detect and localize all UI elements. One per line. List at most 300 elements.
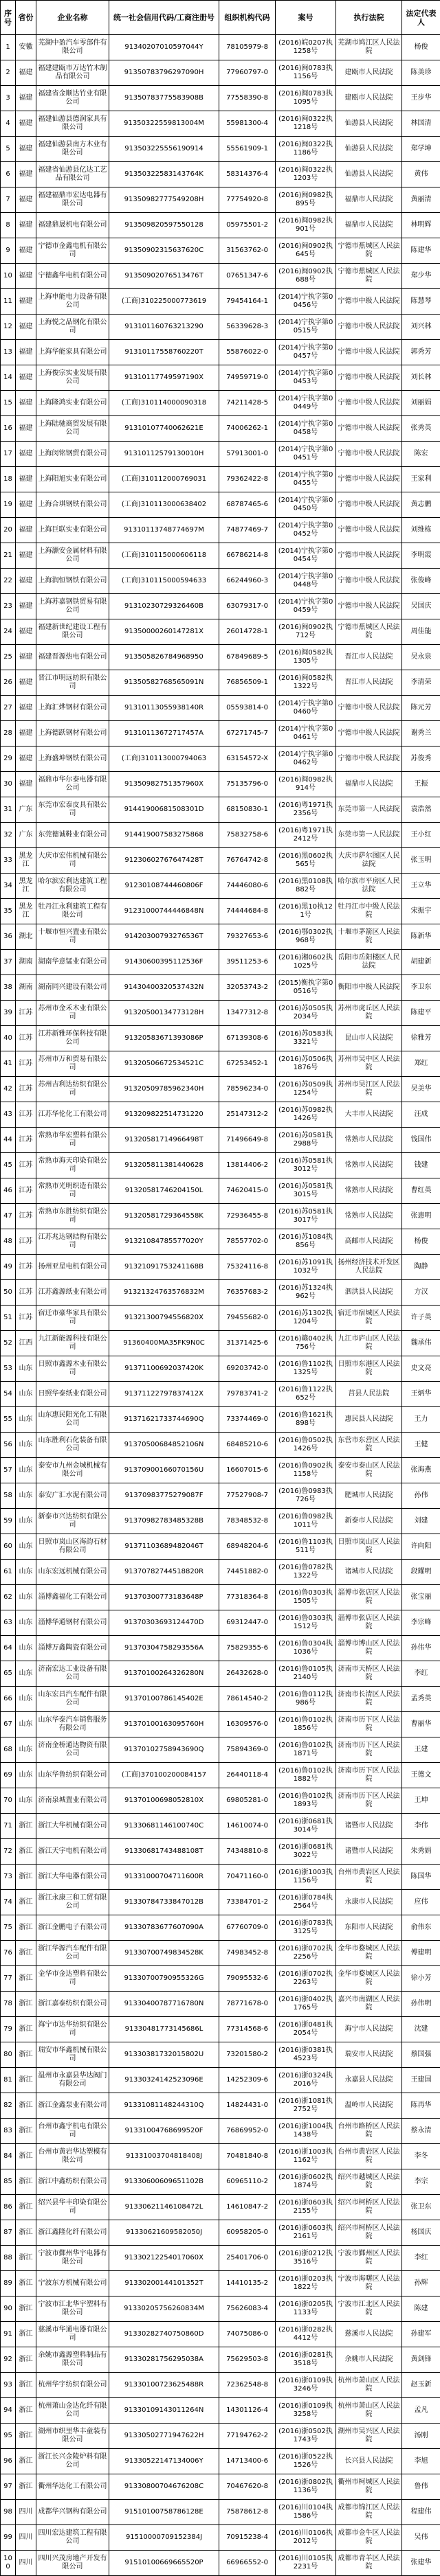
court-cell: 台州市黄岩区人民法院 bbox=[336, 1865, 402, 1890]
case-number-cell: (2016)鲁0983执726号 bbox=[276, 1483, 336, 1509]
legal-rep-cell: 李旭 bbox=[402, 2449, 440, 2474]
court-cell: 瑞安市人民法院 bbox=[336, 2042, 402, 2068]
table-row bbox=[1, 2500, 440, 2525]
org-code-cell: 79783741-2 bbox=[219, 1382, 276, 1407]
court-cell: 济南市长清区人民法院 bbox=[336, 1687, 402, 1712]
legal-rep-cell: 徐小芳 bbox=[402, 1966, 440, 1992]
credit-code-cell: 91310112579130010H bbox=[109, 442, 219, 467]
legal-rep-cell: 汪成 bbox=[402, 1102, 440, 1128]
court-cell: 温岭市人民法院 bbox=[336, 2093, 402, 2119]
court-cell: 建瓯市人民法院 bbox=[336, 86, 402, 111]
case-number-cell: (2014)宁执字第00461号 bbox=[276, 721, 336, 746]
row-index-cell: 85 bbox=[1, 2169, 16, 2195]
credit-code-cell: 91370500684852106N bbox=[109, 1433, 219, 1458]
case-number-cell: (2016)苏0505执2034号 bbox=[276, 1001, 336, 1026]
legal-rep-cell: 陈元芳 bbox=[402, 696, 440, 721]
case-number-cell: (2014)宁执字第00458号 bbox=[276, 416, 336, 442]
row-index-cell: 15 bbox=[1, 391, 16, 416]
legal-rep-cell: 郭秀芳 bbox=[402, 340, 440, 365]
row-index-cell: 83 bbox=[1, 2119, 16, 2144]
case-number-cell: (2014)宁执字第00462号 bbox=[276, 746, 336, 772]
org-code-cell: 78596234-0 bbox=[219, 1077, 276, 1102]
legal-rep-cell: 杨俊 bbox=[402, 1229, 440, 1255]
company-name-cell: 淄博万鑫陶瓷有限公司 bbox=[36, 1636, 109, 1661]
legal-rep-cell: 王家利 bbox=[402, 467, 440, 492]
court-cell: 莒县人民法院 bbox=[336, 1382, 402, 1407]
court-cell: 十堰市茅箭区人民法院 bbox=[336, 924, 402, 950]
credit-code-cell: 91320500134773128H bbox=[109, 1001, 219, 1026]
court-cell: 东莞市第一人民法院 bbox=[336, 797, 402, 823]
province-cell: 山东 bbox=[16, 1356, 36, 1382]
province-cell: 广东 bbox=[16, 797, 36, 823]
province-cell: 山东 bbox=[16, 1610, 36, 1636]
credit-code-cell: 91371100692037420K bbox=[109, 1356, 219, 1382]
court-cell: 宁德市中级人民法院 bbox=[336, 289, 402, 315]
credit-code-cell: 91330700749834528K bbox=[109, 1941, 219, 1966]
province-cell: 浙江 bbox=[16, 2474, 36, 2500]
province-cell: 福建 bbox=[16, 264, 36, 289]
case-number-cell: (2016)浙0502执1743号 bbox=[276, 2424, 336, 2449]
province-cell: 福建 bbox=[16, 721, 36, 746]
case-number-cell: (2016)浙0205执1133号 bbox=[276, 2296, 336, 2322]
credit-code-cell: 91320509785962340H bbox=[109, 1077, 219, 1102]
case-number-cell: (2014)宁执字第00449号 bbox=[276, 391, 336, 416]
court-cell: 金华市婺城区人民法院 bbox=[336, 1941, 402, 1966]
table-row bbox=[1, 1280, 440, 1306]
company-name-cell: 湖南同兴建设有限公司 bbox=[36, 975, 109, 1001]
court-cell: 宁德市中级人民法院 bbox=[336, 315, 402, 340]
org-code-cell: 67849689-5 bbox=[219, 645, 276, 670]
province-cell: 湖北 bbox=[16, 924, 36, 950]
court-cell: 常熟市人民法院 bbox=[336, 1178, 402, 1204]
row-index-cell: 47 bbox=[1, 1204, 16, 1229]
org-code-cell: 26014728-1 bbox=[219, 619, 276, 645]
company-name-cell: 哈尔滨宏利达建筑工程有限公司 bbox=[36, 874, 109, 899]
table-row bbox=[1, 797, 440, 823]
company-name-cell: 常熟市海天印染有限公司 bbox=[36, 1153, 109, 1178]
court-cell: 晋江市人民法院 bbox=[336, 670, 402, 696]
company-name-cell: 瑞安市华鑫机械有限公司 bbox=[36, 2042, 109, 2068]
credit-code-cell: 91320581714966498T bbox=[109, 1128, 219, 1153]
row-index-cell: 98 bbox=[1, 2500, 16, 2525]
legal-rep-cell: 郑红 bbox=[402, 1051, 440, 1077]
org-code-cell: 69203742-0 bbox=[219, 1356, 276, 1382]
row-index-cell: 91 bbox=[1, 2322, 16, 2347]
court-cell: 慈溪市人民法院 bbox=[336, 2322, 402, 2347]
table-row bbox=[1, 1585, 440, 1610]
table-row bbox=[1, 518, 440, 543]
province-cell: 福建 bbox=[16, 543, 36, 569]
province-cell: 江苏 bbox=[16, 1229, 36, 1255]
province-cell: 江苏 bbox=[16, 1051, 36, 1077]
court-cell: 晋江市人民法院 bbox=[336, 645, 402, 670]
header-row-index: 序号 bbox=[1, 1, 16, 35]
org-code-cell: 79454164-1 bbox=[219, 289, 276, 315]
province-cell: 浙江 bbox=[16, 2042, 36, 2068]
company-name-cell: 福建建瓯市万达竹木制品有限公司 bbox=[36, 60, 109, 86]
company-name-cell: 上海阳旭实业有限公司 bbox=[36, 467, 109, 492]
court-cell: 济南市历下区人民法院 bbox=[336, 1712, 402, 1737]
credit-code-cell: 91370100698052810X bbox=[109, 1788, 219, 1814]
company-name-cell: 余姚市鑫源塑料制品有限公司 bbox=[36, 2347, 109, 2373]
row-index-cell: 79 bbox=[1, 2017, 16, 2042]
legal-rep-cell: 刘兴林 bbox=[402, 315, 440, 340]
court-cell: 扬州经济技术开发区人民法院 bbox=[336, 1255, 402, 1280]
company-name-cell: 新泰市兴达纺织有限公司 bbox=[36, 1509, 109, 1534]
case-number-cell: (2016)苏0581执3012号 bbox=[276, 1153, 336, 1178]
company-name-cell: 山东宏昌汽车配件有限公司 bbox=[36, 1687, 109, 1712]
court-cell: 成都市金牛区人民法院 bbox=[336, 2525, 402, 2551]
row-index-cell: 57 bbox=[1, 1458, 16, 1483]
org-code-cell: 79362422-8 bbox=[219, 467, 276, 492]
header-court: 执行法院 bbox=[336, 1, 402, 35]
company-name-cell: 湖州市织里华丰童装有限公司 bbox=[36, 2424, 109, 2449]
org-code-cell: 57913001-0 bbox=[219, 442, 276, 467]
legal-rep-cell: 陈再华 bbox=[402, 2093, 440, 2119]
credit-code-cell: (工商)310114000090318 bbox=[109, 391, 219, 416]
company-name-cell: 四川兴茂房地产开发有限公司 bbox=[36, 2551, 109, 2576]
province-cell: 福建 bbox=[16, 645, 36, 670]
credit-code-cell: 91370102758943690Q bbox=[109, 1737, 219, 1763]
case-number-cell: (2016)闽0902执688号 bbox=[276, 264, 336, 289]
table-row bbox=[1, 1128, 440, 1153]
org-code-cell: 74983452-8 bbox=[219, 1941, 276, 1966]
case-number-cell: (2014)宁执字第00515号 bbox=[276, 315, 336, 340]
credit-code-cell: 91310117558760220T bbox=[109, 340, 219, 365]
row-index-cell: 81 bbox=[1, 2068, 16, 2093]
org-code-cell: 70915238-4 bbox=[219, 2525, 276, 2551]
company-name-cell: 山东胜利石化装备有限公司 bbox=[36, 1433, 109, 1458]
credit-code-cell: 91330481773145686L bbox=[109, 2017, 219, 2042]
org-code-cell: 63154572-X bbox=[219, 746, 276, 772]
company-name-cell: 上海润恒钢铁有限公司 bbox=[36, 569, 109, 594]
province-cell: 山东 bbox=[16, 1687, 36, 1712]
org-code-cell: 69312447-0 bbox=[219, 1610, 276, 1636]
table-header-row bbox=[1, 1, 440, 35]
legal-rep-cell: 谢秀兰 bbox=[402, 721, 440, 746]
org-code-cell: 75829355-6 bbox=[219, 1636, 276, 1661]
province-cell: 福建 bbox=[16, 137, 36, 162]
company-name-cell: 慈溪市华通电器有限公司 bbox=[36, 2322, 109, 2347]
credit-code-cell: 91330381732015802U bbox=[109, 2042, 219, 2068]
row-index-cell: 72 bbox=[1, 1839, 16, 1865]
province-cell: 浙江 bbox=[16, 2449, 36, 2474]
table-row bbox=[1, 1102, 440, 1128]
credit-code-cell: 91310113672717457A bbox=[109, 721, 219, 746]
legal-rep-cell: 应伟 bbox=[402, 1890, 440, 1915]
row-index-cell: 7 bbox=[1, 187, 16, 213]
org-code-cell: 77527908-7 bbox=[219, 1483, 276, 1509]
table-row bbox=[1, 543, 440, 569]
court-cell: 宁德市中级人民法院 bbox=[336, 416, 402, 442]
case-number-cell: (2014)宁执字第00453号 bbox=[276, 365, 336, 391]
org-code-cell: 73384701-2 bbox=[219, 1890, 276, 1915]
case-number-cell: (2016)黑0108执882号 bbox=[276, 874, 336, 899]
case-number-cell: (2016)苏0506执1876号 bbox=[276, 1051, 336, 1077]
company-name-cell: 台州市鑫宇机电有限公司 bbox=[36, 2119, 109, 2144]
legal-rep-cell: 张秀英 bbox=[402, 416, 440, 442]
row-index-cell: 44 bbox=[1, 1128, 16, 1153]
province-cell: 浙江 bbox=[16, 2322, 36, 2347]
court-cell: 海宁市人民法院 bbox=[336, 2017, 402, 2042]
case-number-cell: (2016)闽0322执1203号 bbox=[276, 162, 336, 187]
court-cell: 常熟市人民法院 bbox=[336, 1128, 402, 1153]
row-index-cell: 67 bbox=[1, 1712, 16, 1737]
table-row bbox=[1, 2373, 440, 2398]
court-cell: 日照市岚山区人民法院 bbox=[336, 1534, 402, 1560]
credit-code-cell: 91350982777549208H bbox=[109, 187, 219, 213]
table-row bbox=[1, 2551, 440, 2576]
table-row bbox=[1, 874, 440, 899]
province-cell: 江苏 bbox=[16, 1255, 36, 1280]
org-code-cell: 76869952-0 bbox=[219, 2119, 276, 2144]
row-index-cell: 2 bbox=[1, 60, 16, 86]
province-cell: 江苏 bbox=[16, 1204, 36, 1229]
case-number-cell: (2016)苏0581执3017号 bbox=[276, 1204, 336, 1229]
credit-code-cell: 91330282740750860D bbox=[109, 2322, 219, 2347]
company-name-cell: 上海闵铭钢贸有限公司 bbox=[36, 442, 109, 467]
credit-code-cell: 91320506672534521C bbox=[109, 1051, 219, 1077]
case-number-cell: (2016)鲁0112执986号 bbox=[276, 1687, 336, 1712]
court-cell: 常熟市人民法院 bbox=[336, 1204, 402, 1229]
court-cell: 新泰市人民法院 bbox=[336, 1509, 402, 1534]
company-name-cell: 大庆市宏伟机械有限公司 bbox=[36, 848, 109, 874]
org-code-cell: 73201580-2 bbox=[219, 2042, 276, 2068]
legal-rep-cell: 王健 bbox=[402, 1433, 440, 1458]
province-cell: 江苏 bbox=[16, 1128, 36, 1153]
province-cell: 山东 bbox=[16, 1560, 36, 1585]
case-number-cell: (2016)鲁0102执1856号 bbox=[276, 1712, 336, 1737]
company-name-cell: 常熟市东胜纺织有限公司 bbox=[36, 1204, 109, 1229]
table-row bbox=[1, 86, 440, 111]
case-number-cell: (2016)苏1302执1204号 bbox=[276, 1306, 336, 1331]
legal-rep-cell: 汤刚 bbox=[402, 2424, 440, 2449]
credit-code-cell: 91370300773183648P bbox=[109, 1585, 219, 1610]
org-code-cell: 68787465-6 bbox=[219, 492, 276, 518]
table-row bbox=[1, 1966, 440, 1992]
org-code-cell: 63079317-0 bbox=[219, 594, 276, 619]
row-index-cell: 21 bbox=[1, 543, 16, 569]
case-number-cell: (2016)浙0784执2564号 bbox=[276, 1890, 336, 1915]
case-number-cell: (2016)浙1081执2752号 bbox=[276, 2093, 336, 2119]
credit-code-cell: 913209822514731220 bbox=[109, 1102, 219, 1128]
row-index-cell: 17 bbox=[1, 442, 16, 467]
case-number-cell: (2016)苏0583执3321号 bbox=[276, 1026, 336, 1051]
org-code-cell: 05593814-0 bbox=[219, 696, 276, 721]
org-code-cell: 72936455-8 bbox=[219, 1204, 276, 1229]
case-number-cell: (2016)浙0702执2256号 bbox=[276, 1941, 336, 1966]
case-number-cell: (2016)浙0324执2016号 bbox=[276, 2068, 336, 2093]
province-cell: 福建 bbox=[16, 442, 36, 467]
court-cell: 宁波市鄞州区人民法院 bbox=[336, 2246, 402, 2271]
court-cell: 淄博市博山区人民法院 bbox=[336, 1636, 402, 1661]
court-cell: 宁德市中级人民法院 bbox=[336, 594, 402, 619]
legal-rep-cell: 朱秀娟 bbox=[402, 1839, 440, 1865]
company-name-cell: 衢州华达化工有限公司 bbox=[36, 2474, 109, 2500]
org-code-cell: 75629503-8 bbox=[219, 2347, 276, 2373]
case-number-cell: (2016)浙1004执1438号 bbox=[276, 2119, 336, 2144]
header-case-number: 案号 bbox=[276, 1, 336, 35]
credit-code-cell: 91330400787716780N bbox=[109, 1992, 219, 2017]
table-row bbox=[1, 2271, 440, 2296]
case-number-cell: (2016)浙0282执4412号 bbox=[276, 2322, 336, 2347]
table-row bbox=[1, 264, 440, 289]
header-company-name: 企业名称 bbox=[36, 1, 109, 35]
company-name-cell: 上海隆鸿实业有限公司 bbox=[36, 391, 109, 416]
case-number-cell: (2016)湘0602执1025号 bbox=[276, 950, 336, 975]
legal-rep-cell: 孟秀英 bbox=[402, 1687, 440, 1712]
legal-rep-cell: 苏俊秀 bbox=[402, 746, 440, 772]
org-code-cell: 79095532-6 bbox=[219, 1966, 276, 1992]
org-code-cell: 74211428-5 bbox=[219, 391, 276, 416]
table-row bbox=[1, 2296, 440, 2322]
case-number-cell: (2016)浙0109执3246号 bbox=[276, 2373, 336, 2398]
org-code-cell: 78105979-8 bbox=[219, 35, 276, 60]
credit-code-cell: 91321091753241168B bbox=[109, 1255, 219, 1280]
court-cell: 肥城市人民法院 bbox=[336, 1483, 402, 1509]
company-name-cell: 宁波市鄞州华宇电器有限公司 bbox=[36, 2246, 109, 2271]
org-code-cell: 77194762-2 bbox=[219, 2424, 276, 2449]
table-row bbox=[1, 1992, 440, 2017]
row-index-cell: 26 bbox=[1, 670, 16, 696]
legal-rep-cell: 杨国庆 bbox=[402, 2220, 440, 2246]
credit-code-cell: 91330502771947622H bbox=[109, 2424, 219, 2449]
org-code-cell: 56339628-3 bbox=[219, 315, 276, 340]
table-row bbox=[1, 1941, 440, 1966]
table-row bbox=[1, 340, 440, 365]
org-code-cell: 71496649-8 bbox=[219, 1128, 276, 1153]
table-row bbox=[1, 1483, 440, 1509]
province-cell: 浙江 bbox=[16, 2246, 36, 2271]
credit-code-cell: 91371621733744690Q bbox=[109, 1407, 219, 1433]
company-name-cell: 上海合琪钢铁有限公司 bbox=[36, 492, 109, 518]
table-row bbox=[1, 35, 440, 60]
company-name-cell: 上海申能电力设备有限公司 bbox=[36, 289, 109, 315]
row-index-cell: 32 bbox=[1, 823, 16, 848]
legal-rep-cell: 李宗峰 bbox=[402, 1610, 440, 1636]
org-code-cell: 16309576-0 bbox=[219, 1712, 276, 1737]
org-code-cell: 79327653-6 bbox=[219, 924, 276, 950]
table-row bbox=[1, 823, 440, 848]
credit-code-cell: (工商)370100200084157 bbox=[109, 1763, 219, 1788]
credit-code-cell: 91510000709152384J bbox=[109, 2525, 219, 2551]
province-cell: 浙江 bbox=[16, 2017, 36, 2042]
province-cell: 黑龙江 bbox=[16, 899, 36, 924]
row-index-cell: 74 bbox=[1, 1890, 16, 1915]
table-row bbox=[1, 1001, 440, 1026]
case-number-cell: (2016)浙0481执2054号 bbox=[276, 2017, 336, 2042]
court-cell: 金华市婺城区人民法院 bbox=[336, 1966, 402, 1992]
row-index-cell: 3 bbox=[1, 86, 16, 111]
court-cell: 九江市庐山区人民法院 bbox=[336, 1331, 402, 1356]
company-name-cell: 杭州华宇纺织有限公司 bbox=[36, 2373, 109, 2398]
table-row bbox=[1, 442, 440, 467]
credit-code-cell: 91320583671393086P bbox=[109, 1026, 219, 1051]
credit-code-cell: 91231000744446848N bbox=[109, 899, 219, 924]
province-cell: 山东 bbox=[16, 1483, 36, 1509]
legal-rep-cell: 王小红 bbox=[402, 823, 440, 848]
legal-rep-cell: 黄丽清 bbox=[402, 187, 440, 213]
credit-code-cell: 91510100669665520P bbox=[109, 2551, 219, 2576]
credit-code-cell: 91330205756260834M bbox=[109, 2296, 219, 2322]
row-index-cell: 11 bbox=[1, 289, 16, 315]
credit-code-cell: 91350902315637620C bbox=[109, 238, 219, 264]
province-cell: 黑龙江 bbox=[16, 848, 36, 874]
org-code-cell: 60965110-2 bbox=[219, 2169, 276, 2195]
company-name-cell: 浙江华源汽车配件有限公司 bbox=[36, 1941, 109, 1966]
court-cell: 宁德市中级人民法院 bbox=[336, 569, 402, 594]
court-cell: 宁德市中级人民法院 bbox=[336, 543, 402, 569]
province-cell: 福建 bbox=[16, 111, 36, 137]
credit-code-cell: 91370100264326280N bbox=[109, 1661, 219, 1687]
credit-code-cell: 91330109143011264N bbox=[109, 2398, 219, 2424]
court-cell: 昆山市人民法院 bbox=[336, 1026, 402, 1051]
legal-rep-cell: 沈建 bbox=[402, 2017, 440, 2042]
province-cell: 山东 bbox=[16, 1407, 36, 1433]
table-row bbox=[1, 2322, 440, 2347]
row-index-cell: 37 bbox=[1, 950, 16, 975]
table-row bbox=[1, 1458, 440, 1483]
court-cell: 宁德市中级人民法院 bbox=[336, 746, 402, 772]
province-cell: 浙江 bbox=[16, 1941, 36, 1966]
court-cell: 东营市东营区人民法院 bbox=[336, 1433, 402, 1458]
legal-rep-cell: 陈建平 bbox=[402, 1001, 440, 1026]
org-code-cell: 77314568-6 bbox=[219, 2017, 276, 2042]
province-cell: 浙江 bbox=[16, 1890, 36, 1915]
credit-code-cell: 91330522147134006Y bbox=[109, 2449, 219, 2474]
company-name-cell: 上海华能家具有限公司 bbox=[36, 340, 109, 365]
row-index-cell: 70 bbox=[1, 1788, 16, 1814]
legal-rep-cell: 吴伟 bbox=[402, 2525, 440, 2551]
province-cell: 四川 bbox=[16, 2551, 36, 2576]
table-row bbox=[1, 1687, 440, 1712]
credit-code-cell: (工商)310225000773619 bbox=[109, 289, 219, 315]
row-index-cell: 68 bbox=[1, 1737, 16, 1763]
org-code-cell: 67139308-6 bbox=[219, 1026, 276, 1051]
court-cell: 绍兴市越城区人民法院 bbox=[336, 2169, 402, 2195]
company-name-cell: 福建省金顺达竹业有限公司 bbox=[36, 86, 109, 111]
court-cell: 东莞市第一人民法院 bbox=[336, 823, 402, 848]
org-code-cell: 74446080-6 bbox=[219, 874, 276, 899]
org-code-cell: 74620415-0 bbox=[219, 1178, 276, 1204]
legal-rep-cell: 段耀明 bbox=[402, 1560, 440, 1585]
court-cell: 嘉兴市南湖区人民法院 bbox=[336, 1992, 402, 2017]
table-row bbox=[1, 2398, 440, 2424]
legal-rep-cell: 王步华 bbox=[402, 86, 440, 111]
org-code-cell: 39511253-6 bbox=[219, 950, 276, 975]
header-org-code: 组织机构代码 bbox=[219, 1, 276, 35]
row-index-cell: 100 bbox=[1, 2551, 16, 2576]
company-name-cell: 湖南华意锰业有限公司 bbox=[36, 950, 109, 975]
province-cell: 江苏 bbox=[16, 1001, 36, 1026]
org-code-cell: 14824431-0 bbox=[219, 2093, 276, 2119]
legal-rep-cell: 李冬 bbox=[402, 2144, 440, 2169]
table-row bbox=[1, 1661, 440, 1687]
company-name-cell: 浙江大华电器有限公司 bbox=[36, 1865, 109, 1890]
org-code-cell: 74877469-7 bbox=[219, 518, 276, 543]
province-cell: 福建 bbox=[16, 187, 36, 213]
case-number-cell: (2014)宁执字第00454号 bbox=[276, 543, 336, 569]
table-row bbox=[1, 2169, 440, 2195]
row-index-cell: 89 bbox=[1, 2271, 16, 2296]
company-name-cell: 淄博鑫福化工有限公司 bbox=[36, 1585, 109, 1610]
org-code-cell: 58314376-4 bbox=[219, 162, 276, 187]
table-row bbox=[1, 619, 440, 645]
legal-rep-cell: 王建国 bbox=[402, 2068, 440, 2093]
org-code-cell: 05975501-2 bbox=[219, 213, 276, 238]
table-row bbox=[1, 1636, 440, 1661]
legal-rep-cell: 张海燕 bbox=[402, 1458, 440, 1483]
